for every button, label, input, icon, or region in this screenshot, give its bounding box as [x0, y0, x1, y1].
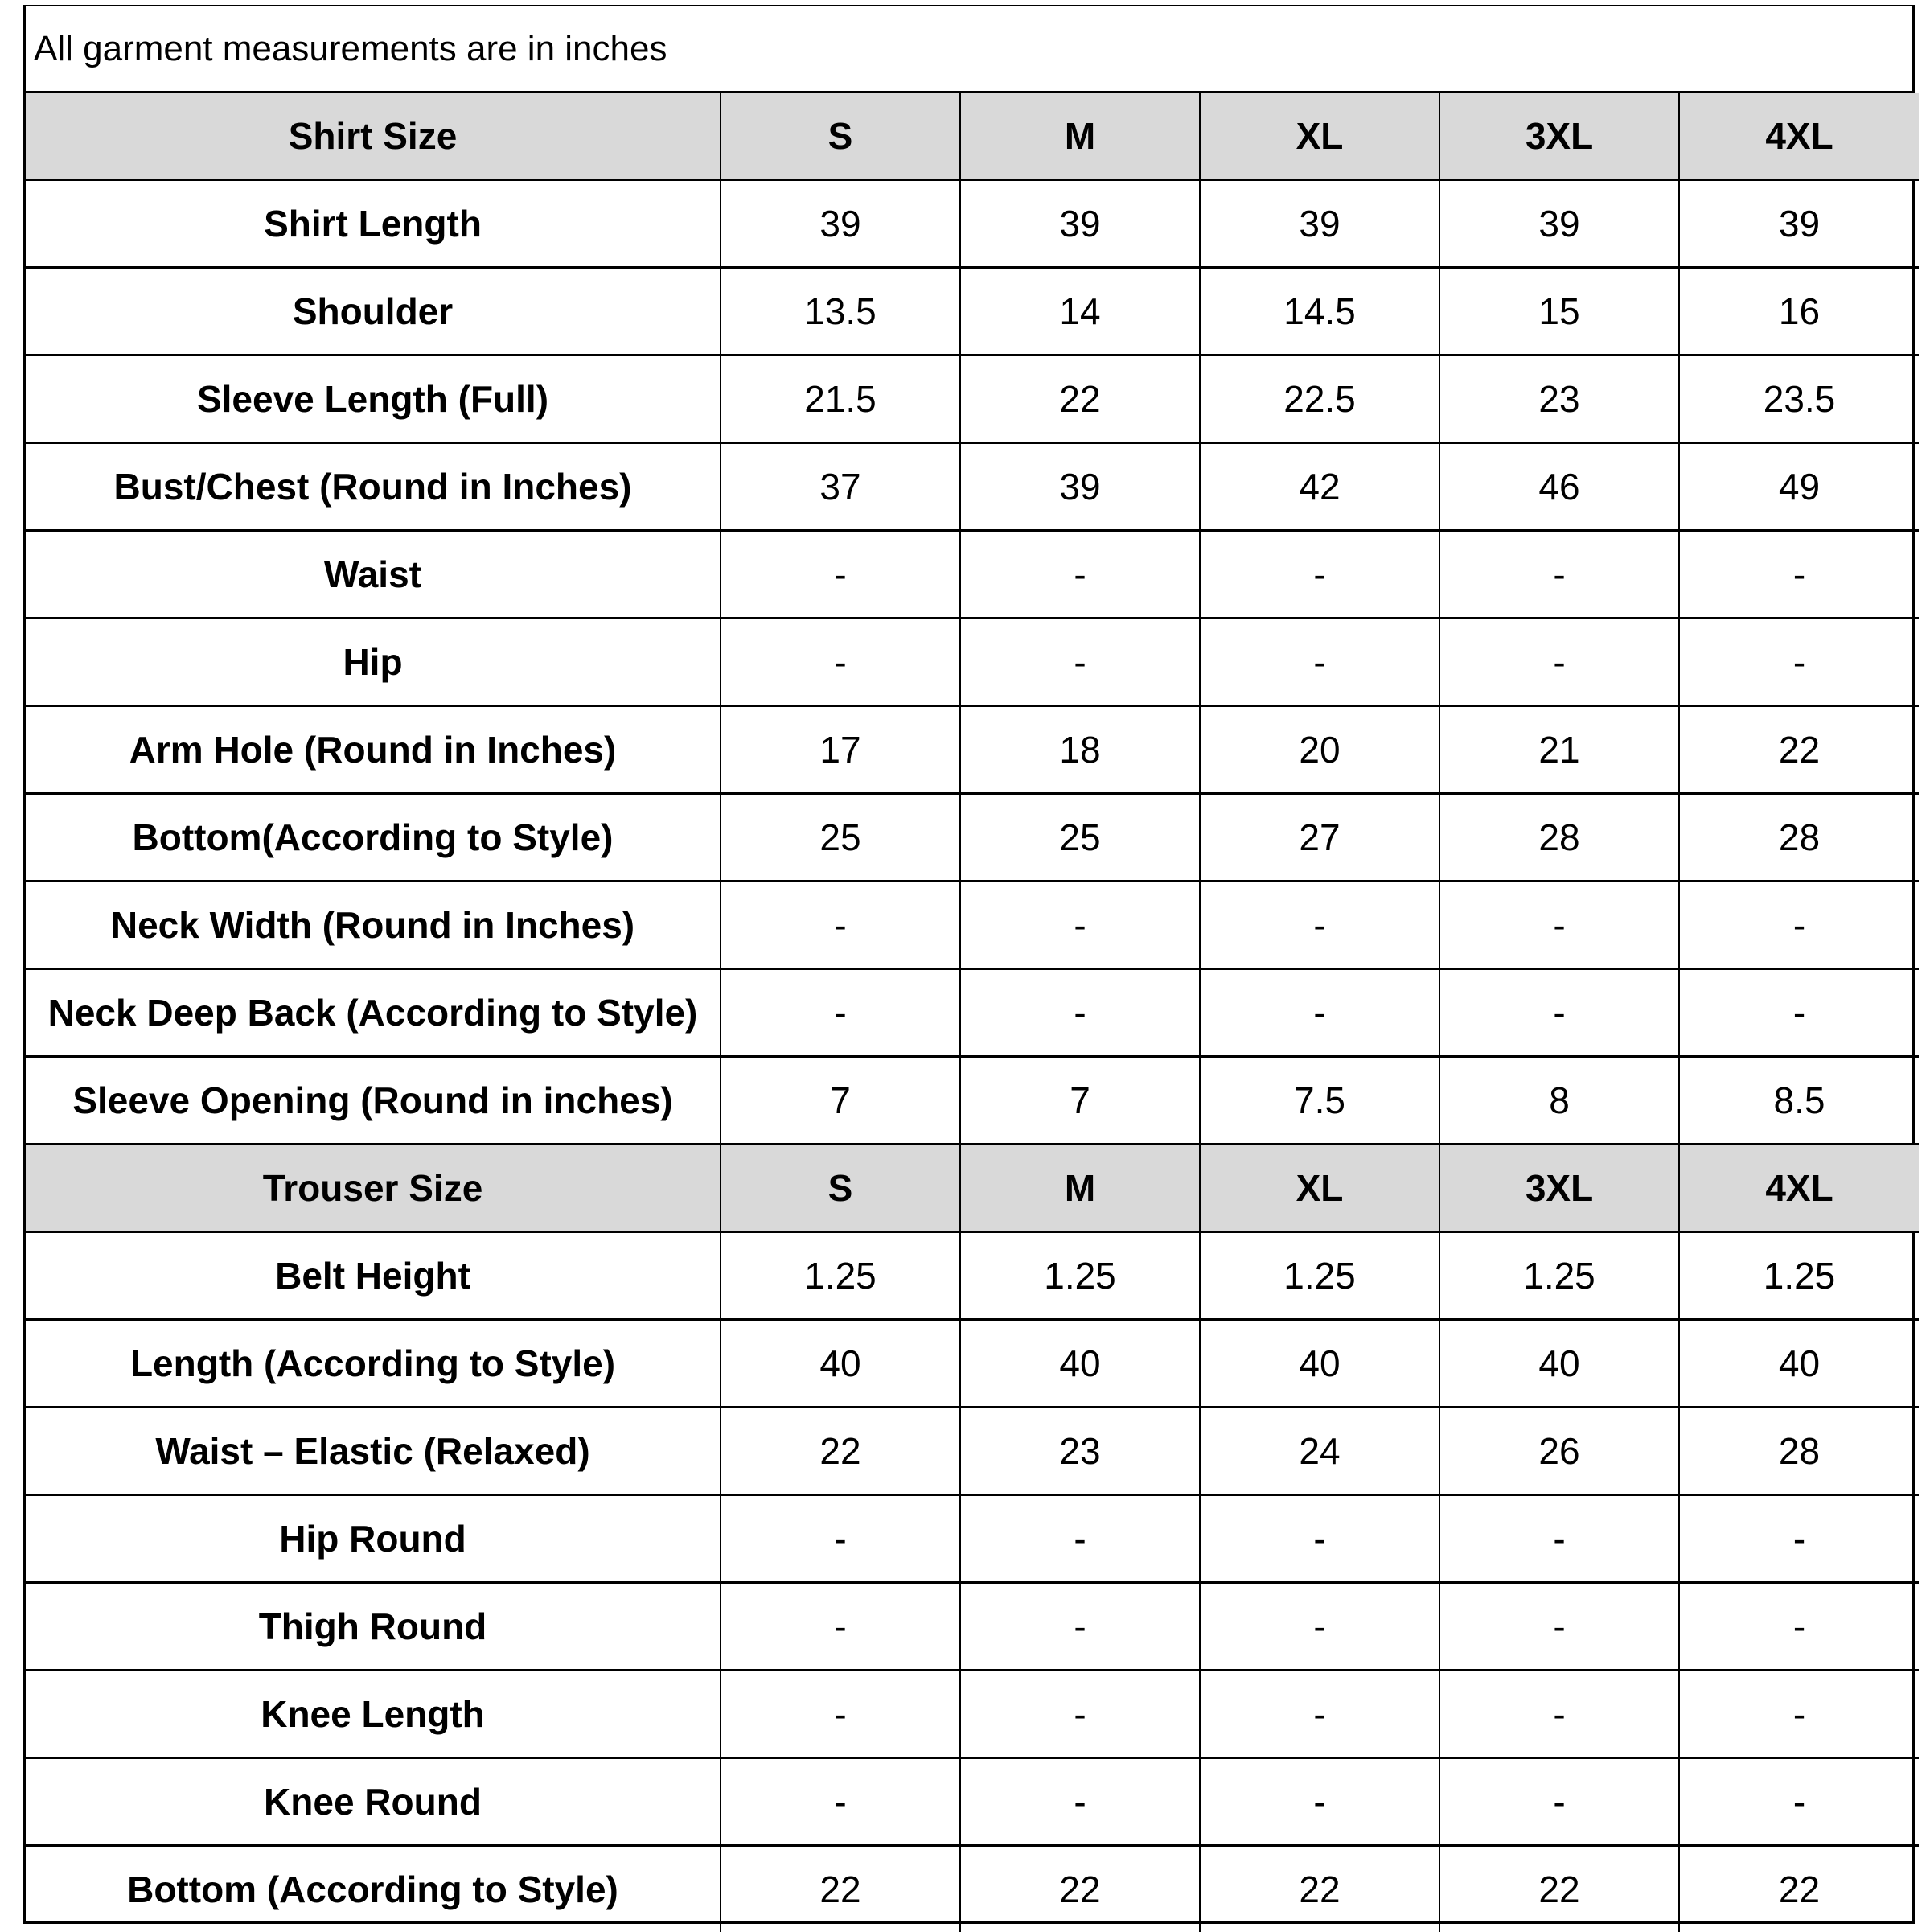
- size-column-header: XL: [1200, 1145, 1439, 1232]
- measurement-value: 49: [1679, 443, 1919, 531]
- measurement-value: 23: [1439, 356, 1679, 443]
- measurement-value: -: [1679, 619, 1919, 706]
- size-column-header: 3XL: [1439, 1145, 1679, 1232]
- measurement-value: -: [960, 1495, 1200, 1583]
- measurement-value: 22: [960, 1846, 1200, 1932]
- measurement-label: Hip: [26, 619, 721, 706]
- measurement-label: Arm Hole (Round in Inches): [26, 706, 721, 794]
- measurement-value: -: [721, 531, 960, 619]
- size-column-header: S: [721, 1145, 960, 1232]
- measurement-value: 22.5: [1200, 356, 1439, 443]
- measurement-value: -: [721, 1758, 960, 1846]
- measurement-value: 27: [1200, 794, 1439, 882]
- measurement-value: 1.25: [1679, 1232, 1919, 1320]
- measurement-value: 18: [960, 706, 1200, 794]
- measurement-value: 25: [960, 794, 1200, 882]
- table-row: [26, 1057, 1919, 1145]
- measurement-value: 40: [960, 1320, 1200, 1408]
- measurement-value: -: [1439, 531, 1679, 619]
- measurement-value: -: [960, 619, 1200, 706]
- measurement-value: -: [1439, 882, 1679, 969]
- measurement-value: 21.5: [721, 356, 960, 443]
- measurement-value: 23: [960, 1408, 1200, 1495]
- measurement-value: 16: [1679, 268, 1919, 356]
- measurement-value: 1.25: [721, 1232, 960, 1320]
- measurement-value: 42: [1200, 443, 1439, 531]
- measurement-value: -: [960, 1758, 1200, 1846]
- measurement-value: 21: [1439, 706, 1679, 794]
- measurement-value: -: [1200, 1758, 1439, 1846]
- measurement-value: -: [960, 1583, 1200, 1671]
- shirt-header-row: [26, 93, 1919, 180]
- measurement-value: -: [1679, 1583, 1919, 1671]
- measurement-value: 22: [1200, 1846, 1439, 1932]
- measurement-value: 20: [1200, 706, 1439, 794]
- table-row: [26, 180, 1919, 268]
- measurement-value: 22: [721, 1408, 960, 1495]
- measurement-label: Thigh Round: [26, 1583, 721, 1671]
- measurement-value: -: [721, 969, 960, 1057]
- measurement-value: 28: [1439, 794, 1679, 882]
- measurement-value: -: [1679, 531, 1919, 619]
- measurement-value: 23.5: [1679, 356, 1919, 443]
- table-row: [26, 1232, 1919, 1320]
- measurement-value: 1.25: [960, 1232, 1200, 1320]
- measurement-value: -: [1200, 619, 1439, 706]
- measurement-value: 39: [960, 180, 1200, 268]
- measurement-value: 39: [1679, 180, 1919, 268]
- table-row: [26, 356, 1919, 443]
- measurement-value: 14.5: [1200, 268, 1439, 356]
- measurement-value: 40: [721, 1320, 960, 1408]
- measurement-label: Belt Height: [26, 1232, 721, 1320]
- trouser-size-heading: Trouser Size: [26, 1145, 721, 1232]
- table-row: [26, 443, 1919, 531]
- measurement-label: Shirt Length: [26, 180, 721, 268]
- measurement-value: -: [1200, 1583, 1439, 1671]
- measurement-value: 40: [1679, 1320, 1919, 1408]
- measurement-value: 39: [1439, 180, 1679, 268]
- shirt-size-heading: Shirt Size: [26, 93, 721, 180]
- measurement-value: 24: [1200, 1408, 1439, 1495]
- measurement-value: -: [1439, 1671, 1679, 1758]
- measurement-label: Sleeve Opening (Round in inches): [26, 1057, 721, 1145]
- measurement-value: 46: [1439, 443, 1679, 531]
- size-table: [26, 93, 1919, 1932]
- measurement-value: 28: [1679, 794, 1919, 882]
- measurement-value: 1.25: [1439, 1232, 1679, 1320]
- table-row: [26, 882, 1919, 969]
- size-column-header: M: [960, 93, 1200, 180]
- measurement-value: 26: [1439, 1408, 1679, 1495]
- table-row: [26, 794, 1919, 882]
- size-column-header: 4XL: [1679, 1145, 1919, 1232]
- measurement-value: -: [1679, 969, 1919, 1057]
- measurement-label: Bottom(According to Style): [26, 794, 721, 882]
- measurement-label: Neck Width (Round in Inches): [26, 882, 721, 969]
- measurement-value: -: [1200, 1671, 1439, 1758]
- measurement-value: 7: [960, 1057, 1200, 1145]
- measurement-value: 15: [1439, 268, 1679, 356]
- measurement-note: All garment measurements are in inches: [26, 6, 1912, 93]
- measurement-value: 39: [721, 180, 960, 268]
- measurement-value: -: [1679, 882, 1919, 969]
- measurement-value: 1.25: [1200, 1232, 1439, 1320]
- measurement-value: 8.5: [1679, 1057, 1919, 1145]
- size-column-header: XL: [1200, 93, 1439, 180]
- size-column-header: M: [960, 1145, 1200, 1232]
- table-row: [26, 706, 1919, 794]
- measurement-value: -: [960, 969, 1200, 1057]
- measurement-value: 17: [721, 706, 960, 794]
- measurement-value: -: [1200, 969, 1439, 1057]
- measurement-value: -: [721, 1671, 960, 1758]
- measurement-value: 22: [960, 356, 1200, 443]
- measurement-value: -: [960, 1671, 1200, 1758]
- measurement-value: -: [1439, 1583, 1679, 1671]
- measurement-label: Bust/Chest (Round in Inches): [26, 443, 721, 531]
- measurement-label: Bottom (According to Style): [26, 1846, 721, 1932]
- size-column-header: S: [721, 93, 960, 180]
- measurement-label: Knee Round: [26, 1758, 721, 1846]
- measurement-value: 37: [721, 443, 960, 531]
- size-chart: [23, 5, 1915, 1924]
- measurement-value: -: [721, 619, 960, 706]
- measurement-label: Length (According to Style): [26, 1320, 721, 1408]
- measurement-value: 22: [1679, 1846, 1919, 1932]
- measurement-value: -: [960, 531, 1200, 619]
- table-row: [26, 1320, 1919, 1408]
- measurement-value: -: [1200, 1495, 1439, 1583]
- table-row: [26, 268, 1919, 356]
- measurement-value: 39: [1200, 180, 1439, 268]
- table-row: [26, 1846, 1919, 1932]
- measurement-value: 25: [721, 794, 960, 882]
- measurement-value: -: [1200, 531, 1439, 619]
- measurement-value: -: [1439, 1758, 1679, 1846]
- table-row: [26, 619, 1919, 706]
- measurement-value: 14: [960, 268, 1200, 356]
- measurement-value: 40: [1439, 1320, 1679, 1408]
- measurement-value: 28: [1679, 1408, 1919, 1495]
- measurement-value: -: [721, 882, 960, 969]
- measurement-label: Sleeve Length (Full): [26, 356, 721, 443]
- measurement-label: Hip Round: [26, 1495, 721, 1583]
- measurement-value: -: [1439, 969, 1679, 1057]
- measurement-value: -: [721, 1583, 960, 1671]
- table-row: [26, 1408, 1919, 1495]
- measurement-label: Waist – Elastic (Relaxed): [26, 1408, 721, 1495]
- measurement-value: 8: [1439, 1057, 1679, 1145]
- measurement-value: 22: [1439, 1846, 1679, 1932]
- measurement-value: -: [960, 882, 1200, 969]
- measurement-value: 39: [960, 443, 1200, 531]
- measurement-label: Neck Deep Back (According to Style): [26, 969, 721, 1057]
- table-row: [26, 1495, 1919, 1583]
- measurement-value: -: [1679, 1495, 1919, 1583]
- measurement-value: 40: [1200, 1320, 1439, 1408]
- table-row: [26, 1583, 1919, 1671]
- measurement-value: 7: [721, 1057, 960, 1145]
- trouser-header-row: [26, 1145, 1919, 1232]
- measurement-value: -: [1679, 1758, 1919, 1846]
- measurement-value: -: [1439, 1495, 1679, 1583]
- measurement-value: 22: [721, 1846, 960, 1932]
- measurement-value: 7.5: [1200, 1057, 1439, 1145]
- measurement-label: Shoulder: [26, 268, 721, 356]
- measurement-value: -: [721, 1495, 960, 1583]
- table-row: [26, 531, 1919, 619]
- measurement-value: 13.5: [721, 268, 960, 356]
- measurement-value: -: [1679, 1671, 1919, 1758]
- size-column-header: 4XL: [1679, 93, 1919, 180]
- measurement-label: Waist: [26, 531, 721, 619]
- table-row: [26, 1758, 1919, 1846]
- measurement-value: -: [1439, 619, 1679, 706]
- size-column-header: 3XL: [1439, 93, 1679, 180]
- measurement-value: -: [1200, 882, 1439, 969]
- measurement-label: Knee Length: [26, 1671, 721, 1758]
- table-row: [26, 1671, 1919, 1758]
- measurement-value: 22: [1679, 706, 1919, 794]
- table-row: [26, 969, 1919, 1057]
